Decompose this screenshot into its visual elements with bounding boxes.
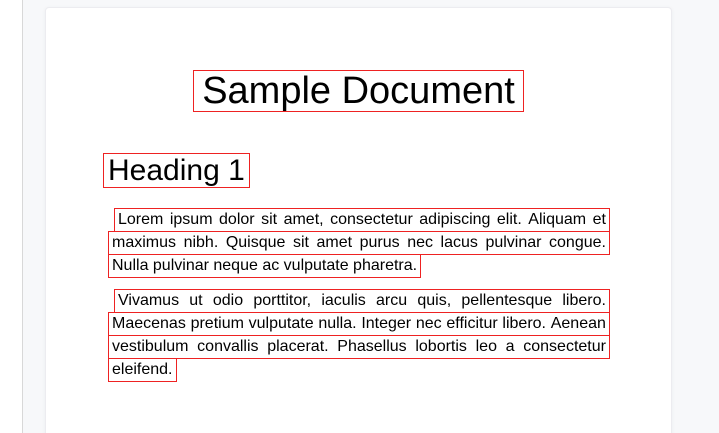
word: maximus xyxy=(112,234,177,251)
word: Maecenas xyxy=(112,315,186,332)
word: vulputate xyxy=(248,315,314,332)
word: nec xyxy=(407,234,433,251)
document-heading: Heading 1 xyxy=(103,153,250,188)
word: Aenean xyxy=(550,315,606,332)
word: Integer xyxy=(361,315,412,332)
word: amet xyxy=(316,234,353,251)
word: Lorem xyxy=(118,211,164,228)
word: placerat. xyxy=(267,338,329,355)
title-row xyxy=(46,70,671,112)
word: Phasellus xyxy=(337,338,407,355)
word: libero. xyxy=(502,315,546,332)
document-title: Sample Document xyxy=(193,70,524,112)
word: sit xyxy=(261,211,278,228)
word: lacus xyxy=(440,234,478,251)
word: ipsum xyxy=(169,211,213,228)
word: dolor xyxy=(219,211,255,228)
heading-row xyxy=(103,153,250,188)
word: amet, xyxy=(283,211,324,228)
word: pretium xyxy=(190,315,244,332)
document-viewer xyxy=(23,0,719,433)
word: libero. xyxy=(562,292,606,309)
document-page xyxy=(45,7,672,433)
word: Vivamus xyxy=(118,292,180,309)
paragraph xyxy=(108,289,610,382)
word: vestibulum xyxy=(112,338,189,355)
word: purus xyxy=(359,234,400,251)
word: porttitor, xyxy=(253,292,312,309)
word: arcu xyxy=(376,292,408,309)
word: a xyxy=(505,338,515,355)
ocr-line-box xyxy=(108,335,610,359)
word: pellentesque xyxy=(461,292,553,309)
word: lobortis xyxy=(415,338,467,355)
ocr-line-box xyxy=(108,312,610,336)
word: nibh. xyxy=(183,234,219,251)
word: quis, xyxy=(417,292,452,309)
word: consectetur xyxy=(523,338,606,355)
word: odio xyxy=(212,292,244,309)
word: Quisque xyxy=(225,234,286,251)
ocr-line-box: eleifend. xyxy=(108,358,177,382)
ocr-line-box: Nulla pulvinar neque ac vulputate pharetra. xyxy=(108,254,421,278)
ocr-line-box xyxy=(114,208,610,232)
body-text xyxy=(108,208,610,382)
word: adipiscing xyxy=(419,211,491,228)
word: et xyxy=(592,211,606,228)
word: congue. xyxy=(549,234,606,251)
word: nec xyxy=(415,315,442,332)
word: consectetur xyxy=(330,211,413,228)
word: ut xyxy=(189,292,203,309)
word: iaculis xyxy=(321,292,366,309)
word: elit. xyxy=(496,211,522,228)
ocr-line-box xyxy=(108,231,610,255)
paragraph xyxy=(108,208,610,278)
word: pulvinar xyxy=(485,234,542,251)
word: efficitur xyxy=(446,315,498,332)
word: nulla. xyxy=(318,315,357,332)
word: convallis xyxy=(197,338,259,355)
ocr-line-box xyxy=(114,289,610,313)
word: Aliquam xyxy=(528,211,587,228)
word: leo xyxy=(475,338,497,355)
word: sit xyxy=(292,234,309,251)
